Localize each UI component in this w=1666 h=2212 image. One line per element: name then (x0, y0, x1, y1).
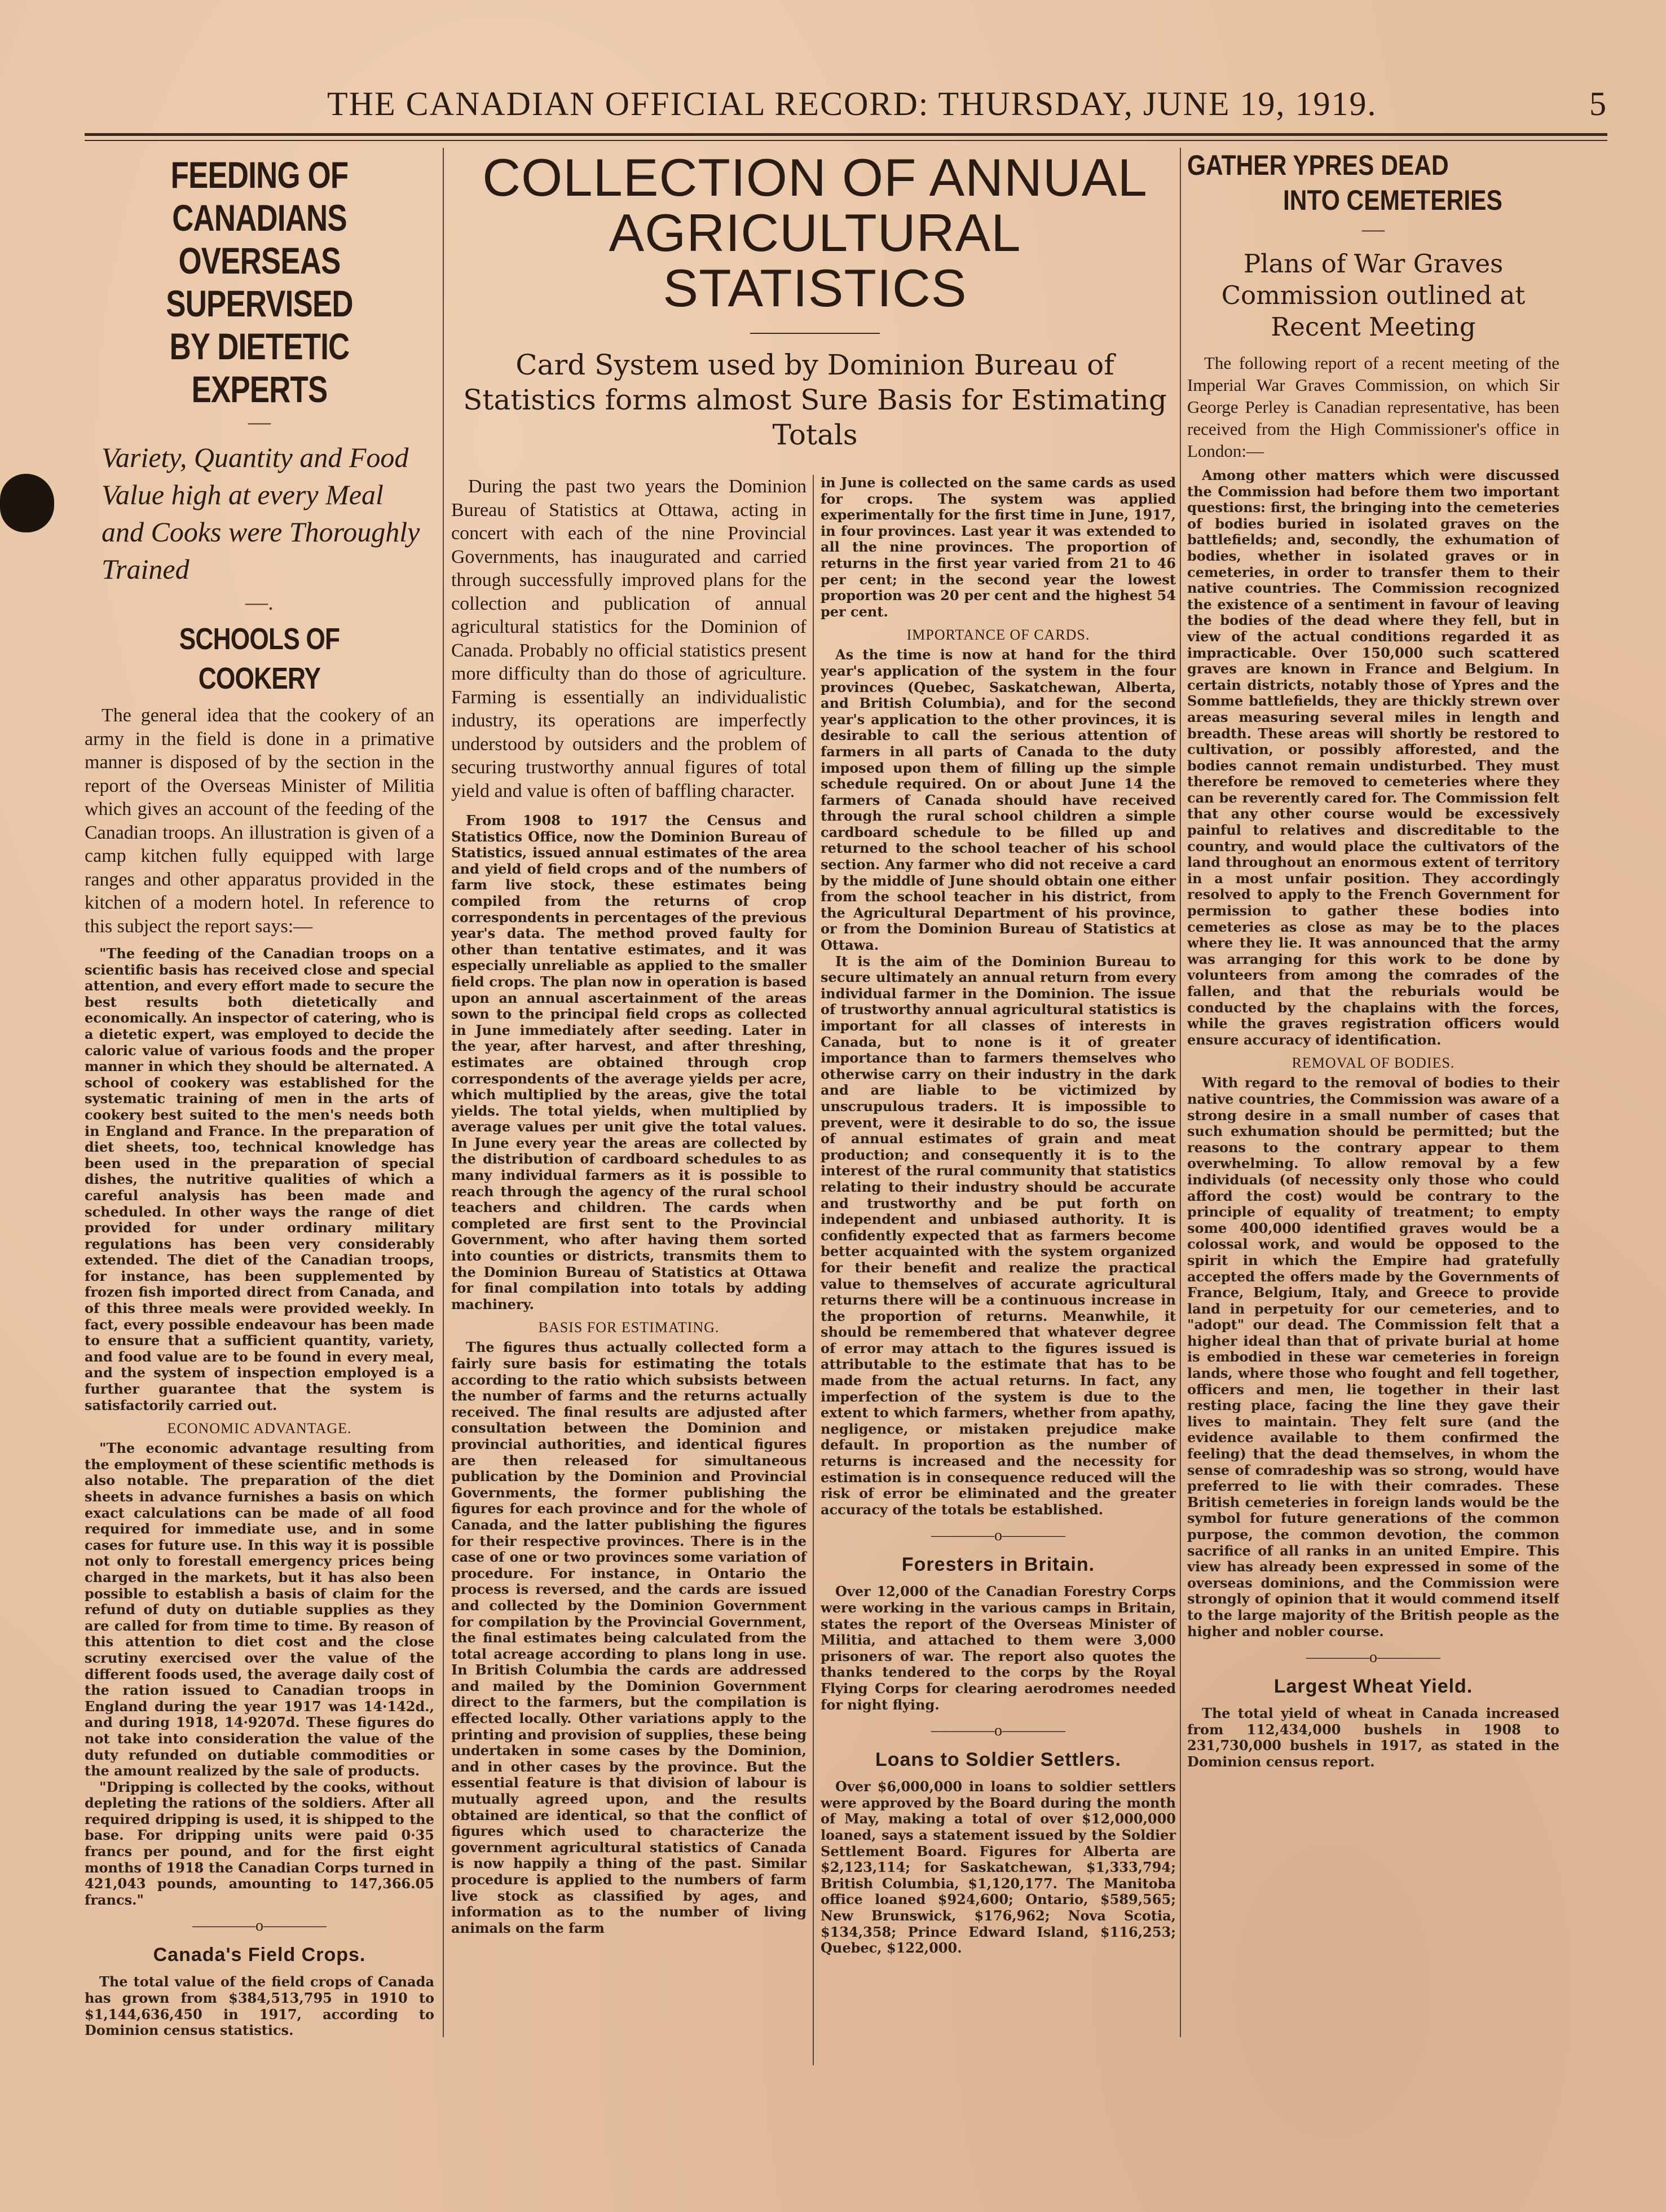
paragraph: The general idea that the cookery of an army in the field is done in a primative manner is disposed of by the section in the report of the Overseas Minister of Militia which gives an account of the feeding of the Canadian troops. An illustration is given of a camp kitchen fully equipped with large ranges and other apparatus provided in the kitchen of a modern hotel. In reference to this subject the report says:— (85, 705, 434, 937)
column-divider-1 (443, 148, 444, 2037)
paragraph: Over $6,000,000 in loans to soldier settlers were approved by the Board during the month of May, making a total of over $12,000,000 loaned, says a statement issued by the Soldier Settlement Board. Figures for Alberta are $2,123,114; for Saskatchewan, $1,333,794; British Columbia, $1,120,177. The Manitoba office loaned $924,600; Ontario, $589,565; New Brunswick, $176,962; Nova Scotia, $134,358; Prince Edward Island, $116,253; Quebec, $122,000. (821, 1778, 1176, 1957)
newspaper-header-title: THE CANADIAN OFFICIAL RECORD: THURSDAY, JUNE 19, 1919. (327, 85, 1377, 122)
section-heading: SCHOOLS OF COOKERY (179, 622, 340, 695)
paragraph: It is the aim of the Dominion Bureau to secure ultimately an annual return from every individual farmer in the Dominion. The issue of trustworthy annual agricultural statistics is important for all classes of interests in Canada, but to none is it of greater importance than to farmers themselves who otherwise carry on their industry in the dark and are liable to be victimized by unscrupulous traders. It is impossible to prevent, were it desirable to do so, the issue of annual estimates of grain and meat production; and consequently it is to the interest of the rural community that statistics relating to their industry should be accurate and trustworthy and be put forth on independent and unbiased authority. It is confidently expected that as farmers become better acquainted with the system organized for their benefit and realize the practical value to themselves of accurate agricultural returns there will be a continuous increase in the proportion of returns. Meanwhile, it should be remembered that whatever degree of error may attach to the figures issued is attributable to the estimate that has to be made from the actual returns. In fact, any imperfection of the system is due to the extent to which farmers, whether from apathy, negligence, or mistaken prejudice make default. In proportion as the number of returns is increased and the necessity for estimation is in consequence reduced will the risk of error be eliminated and the greater accuracy of the totals be established. (821, 953, 1176, 1518)
side-heading: REMOVAL OF BODIES. (1292, 1055, 1455, 1072)
paragraph: "Dripping is collected by the cooks, without depleting the rations of the soldiers. After all required dripping is used, it is shipped to the base. For dripping units were paid 0·35 francs per pound, and for the first eight months of 1918 the Canadian Corps turned in 421,043 pounds, amounting to 147,366.05 francs." (85, 1778, 434, 1908)
paragraph: Over 12,000 of the Canadian Forestry Corps were working in the various camps in Britain, states the report of the Overseas Minister of Militia, and attached to them were 3,000 prisoners of war. The report also quotes the thanks tendered to the corps by the Royal Flying Corps for clearing aerodromes needed for night flying. (821, 1583, 1176, 1713)
article-headline (1187, 148, 1504, 218)
short-item-heading: Canada's Field Crops. (153, 1944, 366, 1966)
separator: ————o———— (1306, 1649, 1440, 1667)
side-heading: BASIS FOR ESTIMATING. (538, 1319, 720, 1336)
article-subheadline: Card System used by Dominion Bureau of Statistics forms almost Sure Basis for Estimating Totals (463, 349, 1167, 451)
article-ypres-dead (1187, 148, 1559, 2065)
headline-line: FEEDING OF CANADIANS (170, 154, 349, 239)
paragraph: "The feeding of the Canadian troops on a scientific basis has received close and special attention, and every effort made to secure the best results both dietetically and economically. An inspector of catering, who is a dietetic expert, was employed to decide the caloric value of various foods and the proper manner in which they should be alternated. A school of cookery was established for the systematic training of men in the arts of cookery best suited to the men's needs both in England and France. In the preparation of diet sheets, too, technical knowledge has been used in the preparation of special dishes, the nutritive qualities of which a careful analysis has been made and scheduled. In other ways the range of diet provided for under ordinary military regulations has been very considerably extended. The diet of the Canadian troops, for instance, has been supplemented by frozen fish imported direct from Canada, and of this three meals were provided weekly. In fact, every possible endeavour has been made to ensure that a sufficient quantity, variety, and food value are to be found in every meal, and the system of inspection employed is a further guarantee that the system is satisfactorily carried out. (85, 945, 434, 1413)
side-heading: IMPORTANCE OF CARDS. (906, 627, 1090, 644)
paragraph: The figures thus actually collected form a fairly sure basis for estimating the totals according to the ratio which subsists between the number of farms and the returns actually received. The final results are adjusted after consultation between the Dominion and provincial authorities, and identical figures are then released for simultaneous publication by the Dominion and Provincial Governments, the former publishing the figures for each province and for the whole of Canada, and the latter publishing the figures for their respective provinces. There is in the case of one or two provinces some variation of procedure. For instance, in Ontario the process is reversed, and the cards are issued and collected by the Dominion Government for compilation by the Provincial Government, the final estimates being calculated from the total acreage according to plans long in use. In British Columbia the cards are addressed and mailed by the Dominion Government direct to the farmers, but the compilation is effected locally. Other variations apply to the printing and provision of supplies, these being undertaken in some cases by the Dominion, and in other cases by the province. But the essential feature is that division of labour is mutually agreed upon, and the results obtained are identical, so that the conflict of figures which used to characterize the government agricultural statistics of Canada is now happily a thing of the past. Similar procedure is applied to the numbers of farm live stock as classified by ages, and information as to the number of living animals on the farm (451, 1339, 806, 1936)
paragraph: From 1908 to 1917 the Census and Statistics Office, now the Dominion Bureau of Statistics, issued annual estimates of the area and yield of field crops and of the numbers of farm live stock, these estimates being compiled from the returns of crop correspondents in percentages of the previous year's data. The method proved faulty for other than tentative estimates, and it was especially unreliable as applied to the smaller field crops. The plan now in operation is based upon an annual ascertainment of the areas sown to the principal field crops as collected in June immediately after seeding. Later in the year, after harvest, and after threshing, estimates are obtained through crop correspondents of the average yields per acre, which multiplied by the areas, give the total yields. The total yields, when multiplied by average values per unit give the total values. In June every year the areas are collected by the distribution of cardboard schedules to as many individual farmers as it is possible to reach through the agency of the rural school teachers and children. The cards when completed are first sent to the Provincial Government, who after having them sorted into counties or districts, transmits them to the Dominion Bureau of Statistics at Ottawa for final compilation into totals by adding machinery. (451, 812, 806, 1312)
short-item-heading: Loans to Soldier Settlers. (875, 1749, 1121, 1771)
paragraph: The following report of a recent meeting of the Imperial War Graves Commission, on which Sir George Perley is Canadian representative, has been received from the High Commissioner's office in London:— (1187, 353, 1559, 461)
deck-dash: —. (245, 589, 274, 615)
article-subheadline: Plans of War Graves Commission outlined at Recent Meeting (1221, 249, 1526, 342)
header-rule-thick (85, 133, 1607, 136)
paragraph: "The economic advantage resulting from the employment of these scientific methods is also notable. The preparation of the diet sheets in advance furnishes a basis on which exact calculations can be made of all food required for immediate use, and in some cases for future use. In this way it is possible not only to forestall emergency prices being charged in the markets, but it has also been possible to establish a basis of claim for the refund of duty on dutiable supplies as they are called for from time to time. By reason of this attention to diet cost and the close scrutiny exercised over the value of the different foods used, the average daily cost of the ration issued to Canadian troops in England during the year 1917 was 14·142d., and during 1918, 14·9207d. These figures do not take into consideration the value of the duty refunded on dutiable commodities or the amount realized by the sale of products. (85, 1440, 434, 1779)
column-divider-2 (1180, 148, 1181, 2037)
paragraph: With regard to the removal of bodies to their native countries, the Commission was aware of a strong desire in a small number of cases that such exhumation should be permitted; but the reasons to the contrary appear to them overwhelming. To allow removal by a few individuals (of necessity only those who could afford the cost) would be contrary to the principle of equality of treatment; to empty some 400,000 identified graves would be a colossal work, and would be opposed to the spirit in which the Empire had gratefully accepted the offers made by the Governments of France, Belgium, Italy, and Greece to provide land in perpetuity for our cemeteries, and to "adopt" our dead. The Commission felt that a higher ideal than that of private burial at home is embodied in these war cemeteries in foreign lands, where those who fought and fell together, officers and men, lie together in their last resting place, facing the line they gave their lives to maintain. They felt sure (and the evidence available to them confirmed the feeling) that the dead themselves, in whom the sense of comradeship was so strong, would have preferred to lie with their comrades. These British cemeteries in foreign lands would be the symbol for future generations of the common purpose, the common devotion, the common sacrifice of all ranks in an united Empire. This view has already been expressed in some of the overseas dominions, and the Commission were strongly of opinion that it would commend itself to the large majority of the British people as the higher and nobler course. (1187, 1074, 1559, 1640)
page-number: 5 (1589, 85, 1607, 122)
headline-line: GATHER YPRES DEAD (1187, 149, 1449, 181)
paragraph: The total value of the field crops of Canada has grown from $384,513,795 in 1910 to $1,144,636,450 in 1917, according to Dominion census statistics. (85, 1973, 434, 2039)
inner-column-divider (813, 475, 814, 2065)
article-agricultural-statistics (451, 148, 1179, 2065)
binding-hole (0, 474, 54, 532)
headline-line: BY DIETETIC EXPERTS (169, 325, 350, 410)
headline-line: INTO CEMETERIES (1283, 184, 1502, 216)
article-body-left (451, 475, 806, 1936)
headline-line: AGRICULTURAL STATISTICS (609, 203, 1021, 318)
paragraph: in June is collected on the same cards as used for crops. The system was applied experimentally for the first time in June, 1917, in four provinces. Last year it was extended to all the nine provinces. The proportion of returns in the first year varied from 21 to 46 per cent; in the second year the lowest proportion was 20 per cent and the highest 54 per cent. (821, 474, 1176, 620)
separator: ————o———— (192, 1917, 327, 1935)
headline-dash: — (1362, 216, 1385, 241)
article-deck: Variety, Quantity and Food Value high at every Meal and Cooks were Thoroughly Trained (102, 442, 420, 585)
headline-line: OVERSEAS SUPERVISED (166, 240, 353, 324)
page-header (85, 85, 1607, 130)
article-headline (120, 153, 399, 411)
short-item-heading: Largest Wheat Yield. (1273, 1676, 1473, 1698)
separator: ————o———— (931, 1527, 1065, 1545)
headline-rule (750, 333, 880, 334)
headline-line: COLLECTION OF ANNUAL (482, 148, 1148, 207)
article-headline (451, 150, 1179, 316)
article-body-right (821, 475, 1176, 1957)
headline-dash: — (248, 409, 271, 434)
side-heading: ECONOMIC ADVANTAGE. (167, 1420, 352, 1437)
paragraph: As the time is now at hand for the third year's application of the system in the four provinces (Quebec, Saskatchewan, Alberta, and British Columbia), and for the second year's application to the other provinces, it is desirable to call the serious attention of farmers in all parts of Canada to the duty imposed upon them of filling up the simple schedule required. On or about June 14 the farmers of Canada should have received through the rural school children a simple cardboard schedule to be filled up and returned to the school teacher of his school section. Any farmer who did not receive a card by the middle of June should obtain one either from the school teacher in his district, from the Agricultural Department of his province, or from the Dominion Bureau of Statistics at Ottawa. (821, 646, 1176, 954)
paragraph: The total yield of wheat in Canada increased from 112,434,000 bushels in 1908 to 231,730,000 bushels in 1917, as stated in the Dominion census report. (1187, 1705, 1559, 1770)
short-item-heading: Foresters in Britain. (901, 1554, 1095, 1576)
header-rule-thin (85, 140, 1607, 141)
paragraph: During the past two years the Dominion Bureau of Statistics at Ottawa, acting in concert with each of the nine Provincial Governments, has inaugurated and carried through successfully improved plans for the collection and publication of annual agricultural statistics for the Dominion of Canada. Probably no official statistics present more difficulty than do those of agriculture. Farming is essentially an individualistic industry, its operations are imperfectly understood by outsiders and the problem of securing trustworthy annual figures of total yield and value is often of baffling character. (451, 476, 806, 801)
paragraph: Among other matters which were discussed the Commission had before them two important questions: first, the bringing into the cemeteries of bodies buried in isolated graves on the battlefields; and, secondly, the exhumation of bodies, whether in isolated graves or in cemeteries, in order to transfer them to their native countries. The Commission recognized the existence of a sentiment in favour of leaving the bodies of the dead where they fell, but in view of the actual conditions regarded it as impracticable. Over 150,000 such scattered graves are known in France and Belgium. In certain districts, notably those of Ypres and the Somme battlefields, they are thickly strewn over areas measuring several miles in length and breadth. These areas will shortly be restored to cultivation, or possibly afforested, and the bodies cannot remain undisturbed. They must therefore be removed to cemeteries where they can be reverently cared for. The Commission felt that any other course would be excessively painful to relatives and discreditable to the country, and would place the cultivators of the land throughout an enormous extent of territory in a most unfair position. They accordingly resolved to apply to the French Government for permission to gather these bodies into cemeteries as close as may be to the places where they lie. It was announced that the army was arranging for this work to be done by volunteers from among the comrades of the fallen, and that the reburials would be conducted by the chaplains with the forces, while the graves registration officers would ensure accuracy of identification. (1187, 467, 1559, 1048)
article-feeding-canadians (85, 148, 434, 2065)
separator: ————o———— (931, 1722, 1065, 1740)
